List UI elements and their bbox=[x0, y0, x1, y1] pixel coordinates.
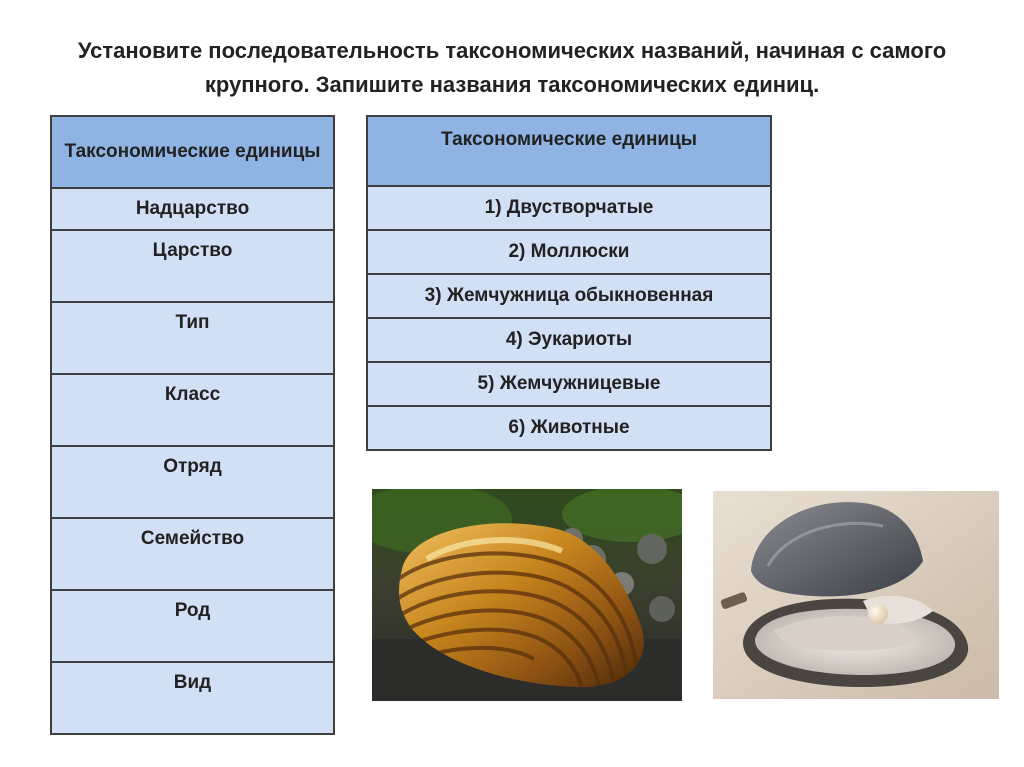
taxon-name-cell: 1) Двустворчатые bbox=[367, 186, 771, 230]
taxon-name-cell: 6) Животные bbox=[367, 406, 771, 450]
taxon-level-cell: Вид bbox=[51, 662, 334, 734]
taxon-level-cell: Отряд bbox=[51, 446, 334, 518]
task-title: Установите последовательность таксономических названий, начиная с самого крупного. Запишите названия таксономических единиц. bbox=[77, 38, 947, 97]
taxon-name-cell: 5) Жемчужницевые bbox=[367, 362, 771, 406]
taxon-levels-table bbox=[50, 115, 335, 735]
taxon-level-cell: Семейство bbox=[51, 518, 334, 590]
taxon-level-cell: Царство bbox=[51, 230, 334, 302]
taxon-names-header: Таксономические единицы bbox=[367, 116, 771, 186]
taxon-name-cell: 4) Эукариоты bbox=[367, 318, 771, 362]
taxon-name-cell: 2) Моллюски bbox=[367, 230, 771, 274]
mussel-open-pearl-photo bbox=[713, 491, 999, 699]
taxon-names-table bbox=[366, 115, 772, 451]
taxon-level-cell: Род bbox=[51, 590, 334, 662]
taxon-level-cell: Класс bbox=[51, 374, 334, 446]
taxon-level-cell: Тип bbox=[51, 302, 334, 374]
taxon-levels-header: Таксономические единицы bbox=[51, 116, 334, 188]
taxon-name-cell: 3) Жемчужница обыкновенная bbox=[367, 274, 771, 318]
mussel-closed-photo bbox=[372, 489, 682, 701]
taxon-level-cell: Надцарство bbox=[51, 188, 334, 230]
